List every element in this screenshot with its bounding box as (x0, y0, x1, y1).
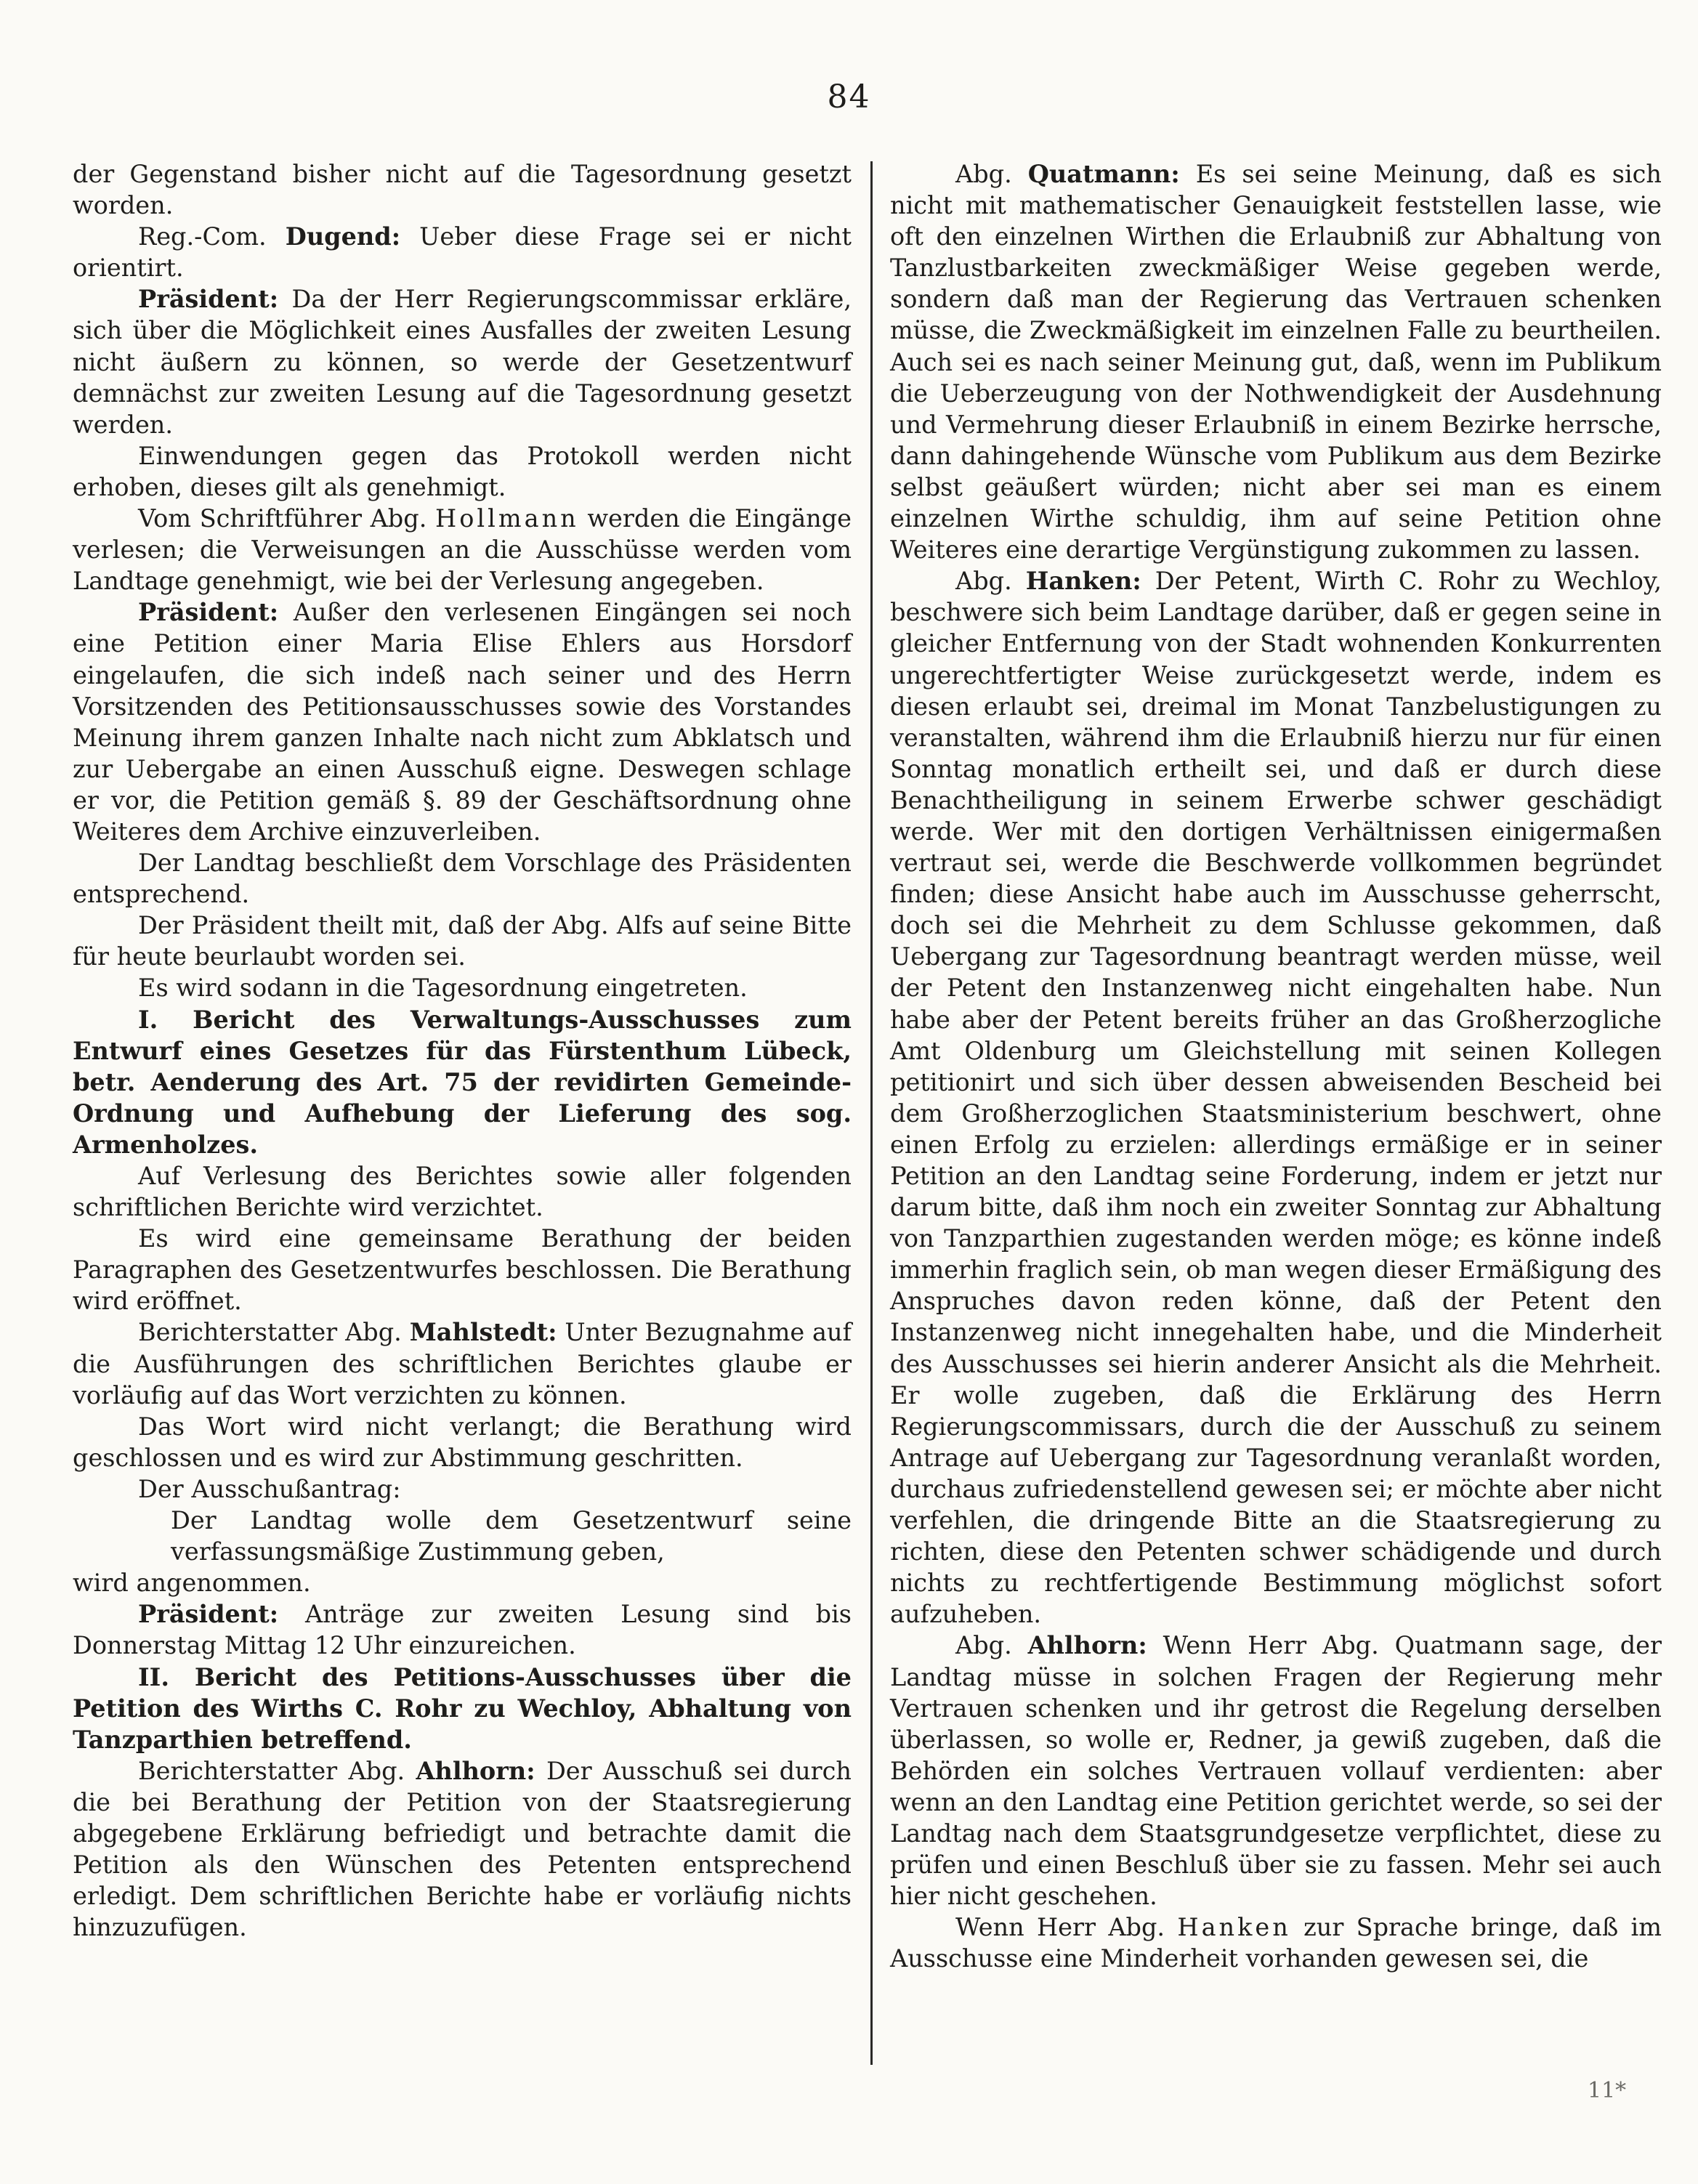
speech-paragraph (73, 221, 852, 283)
speech-text: Da der Herr Regierungscommissar erkläre, sich über die Möglichkeit eines Ausfalles der zweiten Lesung nicht äußern zu können, so werde der Gesetzentwurf demnächst zur zweiten Lesung auf die Tagesordnung gesetzt werden. (73, 285, 852, 439)
speech-paragraph (73, 1755, 852, 1944)
speech-text: Unter Bezugnahme auf die Ausführungen des schriftlichen Berichtes glaube er vorläufig auf das Wort verzichten zu können. (73, 1318, 852, 1410)
paragraph-text: Wenn Herr Abg. (955, 1913, 1165, 1942)
speaker-title: Berichterstatter Abg. (138, 1756, 405, 1785)
person-name: Hollmann (435, 504, 579, 533)
paragraph: wird angenommen. (73, 1569, 311, 1598)
speaker-name: Hanken: (1025, 567, 1141, 596)
speaker-name: Ahlhorn: (1027, 1631, 1147, 1660)
paragraph: Auf Verlesung des Berichtes sowie aller folgenden schriftlichen Berichte wird verzichtet. (73, 1162, 852, 1222)
paragraph: Das Wort wird nicht verlangt; die Berathung wird geschlossen und es wird zur Abstimmung geschritten. (73, 1412, 852, 1472)
paragraph (890, 1912, 1662, 1974)
paragraph-text: zur Sprache bringe, daß im Ausschusse eine Minderheit vorhanden gewesen sei, die (890, 1913, 1662, 1973)
paragraph: Es wird eine gemeinsame Berathung der beiden Paragraphen des Gesetzentwurfes beschlossen. Die Berathung wird eröffnet. (73, 1224, 852, 1316)
speech-text: Der Petent, Wirth C. Rohr zu Wechloy, beschwere sich beim Landtage darüber, daß er gegen seine in gleicher Entfernung von der Stadt wohnenden Konkurrenten ungerechtfertigter Weise zurückgesetzt werde, indem es diesen erlaubt sei, dreimal im Monat Tanzbelustigungen zu veranstalten, während ihm die Erlaubniß hierzu nur für einen Sonntag monatlich ertheilt sei, und daß er durch diese Benachtheiligung in seinem Erwerbe schwer geschädigt werde. Wer mit den dortigen Verhältnissen einigermaßen vertraut sei, werde die Beschwerde vollkommen begründet finden; diese Ansicht habe auch im Ausschusse geherrscht, doch sei die Mehrheit zu dem Schlusse gekommen, daß Uebergang zur Tagesordnung beantragt werden müsse, weil der Petent den Instanzenweg nicht eingehalten habe. Nun habe aber der Petent bereits früher an das Großherzogliche Amt Oldenburg um Gleichstellung mit seinen Kollegen petitionirt und sich über dessen abweisenden Bescheid bei dem Großherzoglichen Staatsministerium beschwert, ohne einen Erfolg zu erzielen: allerdings ermäßige er in seiner Petition an den Landtag seine Forderung, indem er jetzt nur darum bitte, daß ihm noch ein zweiter Sonntag zur Abhaltung von Tanzparthien zugestanden werden möge; es könne indeß immerhin fraglich sein, ob man wegen dieser Ermäßigung des Anspruches davon reden könne, daß der Petent den Instanzenweg nicht innegehalten habe, und die Minderheit des Ausschusses sei hierin anderer Ansicht als die Mehrheit. Er wolle zugeben, daß die Erklärung des Herrn Regierungscommissars, durch die der Ausschuß zu seinem Antrage auf Uebergang zur Tagesordnung veranlaßt worden, durchaus zufriedenstellend gewesen sei; er möchte aber nicht verfehlen, die dringende Bitte an die Staatsregierung zu richten, diese den Petenten schwer schädigende und durch nichts zu rechtfertigende Bestimmung möglichst sofort aufzuheben. (890, 567, 1662, 1629)
speaker-title: Abg. (955, 160, 1012, 188)
speech-text: Es sei seine Meinung, daß es sich nicht mit mathematischer Genauigkeit feststellen lasse, wie oft den einzelnen Wirthen die Erlaubniß zur Abhaltung von Tanzlustbarkeiten zweckmäßiger Weise gegeben werde, sondern daß man der Regierung das Vertrauen schenken müsse, die Zweckmäßigkeit im einzelnen Falle zu beurtheilen. Auch sei es nach seiner Meinung gut, daß, wenn im Publikum die Ueberzeugung von der Nothwendigkeit der Ausdehnung und Vermehrung dieser Erlaubniß in einem Bezirke herrsche, dann dahingehende Wünsche vom Publikum aus dem Bezirke selbst geäußert würden; nicht aber sei man es einem einzelnen Wirthe schuldig, ihm auf seine Petition ohne Weiteres eine derartige Vergünstigung zukommen zu lassen. (890, 160, 1662, 565)
agenda-heading: II. Bericht des Petitions-Ausschusses über die Petition des Wirths C. Rohr zu Wechloy, Abhaltung von Tanzparthien betreffend. (73, 1662, 852, 1754)
speaker-title: Reg.-Com. (138, 222, 267, 251)
speech-paragraph (890, 565, 1662, 1630)
paragraph: Der Landtag beschließt dem Vorschlage des Präsidenten entsprechend. (73, 849, 852, 909)
page-number: 84 (827, 78, 871, 116)
paragraph: Es wird sodann in die Tagesordnung eingetreten. (138, 974, 748, 1003)
speech-paragraph (890, 158, 1662, 565)
paragraph: Einwendungen gegen das Protokoll werden nicht erhoben, dieses gilt als genehmigt. (73, 441, 852, 501)
speaker-title: Abg. (955, 567, 1012, 596)
speaker-name: Quatmann: (1027, 160, 1180, 188)
speaker-name: Präsident: (138, 598, 279, 627)
speaker-name: Mahlstedt: (409, 1318, 557, 1347)
speech-text: Der Ausschuß sei durch die bei Berathung der Petition von der Staatsregierung abgegebene Erklärung befriedigt und betrachte damit die Petition als den Wünschen des Petenten entsprechend erledigt. Dem schriftlichen Berichte habe er vorläufig nichts hinzuzufügen. (73, 1756, 852, 1942)
speaker-name: Präsident: (138, 1600, 279, 1629)
right-column (890, 158, 1662, 1974)
paragraph-continuation: der Gegenstand bisher nicht auf die Tagesordnung gesetzt worden. (73, 160, 852, 220)
speech-text: Anträge zur zweiten Lesung sind bis Donnerstag Mittag 12 Uhr einzureichen. (73, 1600, 852, 1660)
speaker-title: Berichterstatter Abg. (138, 1318, 402, 1347)
speech-paragraph (73, 283, 852, 440)
paragraph: Der Ausschußantrag: (138, 1474, 401, 1503)
speech-paragraph (73, 596, 852, 847)
speaker-name: Präsident: (138, 285, 279, 314)
paragraph: Der Präsident theilt mit, daß der Abg. Alfs auf seine Bitte für heute beurlaubt worden sei. (73, 911, 852, 971)
column-divider (870, 161, 873, 2065)
paragraph (73, 503, 852, 596)
left-column (73, 158, 852, 1943)
signature-mark: 11* (1588, 2078, 1627, 2103)
speech-paragraph (73, 1317, 852, 1410)
speaker-name: Dugend: (285, 222, 401, 251)
speech-paragraph (73, 1598, 852, 1661)
paragraph-text: Vom Schriftführer Abg. (138, 504, 427, 533)
speech-text: Ueber diese Frage sei er nicht orientirt. (73, 222, 852, 283)
paragraph-text: werden die Eingänge verlesen; die Verweisungen an die Ausschüsse werden vom Landtage genehmigt, wie bei der Verlesung angegeben. (73, 504, 852, 596)
speaker-title: Abg. (955, 1631, 1012, 1660)
speech-paragraph (890, 1630, 1662, 1912)
person-name: Hanken (1177, 1913, 1291, 1942)
agenda-heading: I. Bericht des Verwaltungs-Ausschusses zum Entwurf eines Gesetzes für das Fürstenthum Lübeck, betr. Aenderung des Art. 75 der revidirten Gemeinde-Ordnung und Aufhebung der Lieferung des sog. Armenholzes. (73, 1005, 852, 1159)
speech-text: Außer den verlesenen Eingängen sei noch eine Petition einer Maria Elise Ehlers aus Horsdorf eingelaufen, die sich indeß nach seiner und des Herrn Vorsitzenden des Petitionsausschusses sowie des Vorstandes Meinung ihrem ganzen Inhalte nach nicht zum Abklatsch und zur Uebergabe an einen Ausschuß eigne. Deswegen schlage er vor, die Petition gemäß §. 89 der Geschäftsordnung ohne Weiteres dem Archive einzuverleiben. (73, 598, 852, 846)
motion-text: Der Landtag wolle dem Gesetzentwurf seine verfassungsmäßige Zustimmung geben, (171, 1506, 852, 1566)
speech-text: Wenn Herr Abg. Quatmann sage, der Landtag müsse in solchen Fragen der Regierung mehr Vertrauen schenken und ihr getrost die Regelung derselben überlassen, so wolle er, Redner, ja gewiß zugeben, daß die Behörden ein solches Vertrauen vollauf verdienten: aber wenn an den Landtag eine Petition gerichtet werde, so sei der Landtag nach dem Staatsgrundgesetze verpflichtet, diese zu prüfen und einen Beschluß über sie zu fassen. Mehr sei auch hier nicht geschehen. (890, 1631, 1662, 1911)
speaker-name: Ahlhorn: (416, 1756, 535, 1785)
